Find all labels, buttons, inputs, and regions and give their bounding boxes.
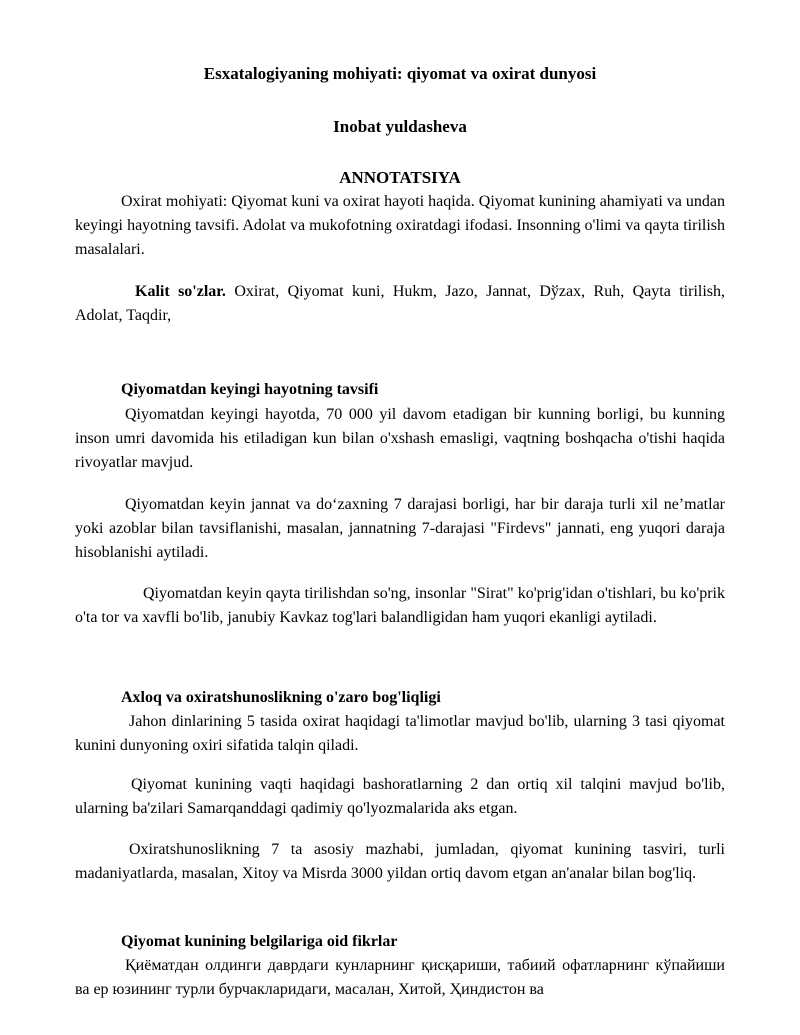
keywords-label: Kalit so'zlar. (135, 283, 226, 300)
section-paragraph: Qiyomat kunining vaqti haqidagi bashoratlarning 2 dan ortiq xil talqini mavjud bo'lib, ularning ba'zilari Samarqanddagi qadimiy qo'lyozmalarida aks etgan. (75, 776, 725, 817)
section-paragraph: Oxiratshunoslikning 7 ta asosiy mazhabi, jumladan, qiyomat kunining tasviri, turli madaniyatlarda, masalan, Xitoy va Misrda 3000 yildan ortiq davom etgan an'analar bilan bog'liq. (75, 841, 725, 882)
section-paragraph: Jahon dinlarining 5 tasida oxirat haqidagi ta'limotlar mavjud bo'lib, ularning 3 tasi qiyomat kunini dunyoning oxiri sifatida talqin qiladi. (75, 713, 725, 754)
keywords-text: Oxirat, Qiyomat kuni, Hukm, Jazo, Jannat, Dўzax, Ruh, Qayta tirilish, Adolat, Taqdir, (75, 283, 726, 324)
section-heading: Qiyomat kunining belgilariga oid fikrlar (121, 933, 398, 950)
section-paragraph: Qiyomatdan keyingi hayotda, 70 000 yil davom etadigan bir kunning borligi, bu kunning inson umri davomida his etiladigan kun bilan o'xshash emasligi, vaqtning boshqacha o'tishi haqida rivoyatlar mavjud. (75, 406, 725, 471)
document-title: Esxatalogiyaning mohiyati: qiyomat va oxirat dunyosi (203, 64, 597, 83)
section-paragraph: Qiyomatdan keyin jannat va do‘zaxning 7 darajasi borligi, har bir daraja turli xil ne’matlar yoki azoblar bilan tavsiflanishi, masalan, jannatning 7-darajasi "Firdevs" jannati, eng yuqori daraja hisoblanishi aytiladi. (75, 496, 725, 561)
section-heading: Axloq va oxiratshunoslikning o'zaro bog'liqligi (121, 689, 441, 706)
section-heading: Qiyomatdan keyingi hayotning tavsifi (121, 381, 379, 398)
annotation-paragraph: Oxirat mohiyati: Qiyomat kuni va oxirat hayoti haqida. Qiyomat kunining ahamiyati va undan keyingi hayotning tavsifi. Adolat va mukofotning oxiratdagi ifodasi. Insonning o'limi va qayta tirilish masalalari. (75, 193, 725, 258)
section-paragraph: Qiyomatdan keyin qayta tirilishdan so'ng, insonlar "Sirat" ko'prig'idan o'tishlari, bu ko'prik o'ta tor va xavfli bo'lib, janubiy Kavkaz tog'lari balandligidan ham yuqori ekanligi aytiladi. (75, 585, 725, 626)
author-name: Inobat yuldasheva (333, 117, 467, 136)
document-page (75, 0, 725, 1035)
section-paragraph: Қиёматдан олдинги даврдаги кунларнинг қисқариши, табиий офатларнинг кўпайиши ва ер юзининг турли бурчакларидаги, масалан, Хитой, Ҳиндистон ва (75, 957, 725, 998)
annotation-heading: ANNOTATSIYA (339, 168, 461, 187)
keywords-paragraph (75, 280, 725, 328)
